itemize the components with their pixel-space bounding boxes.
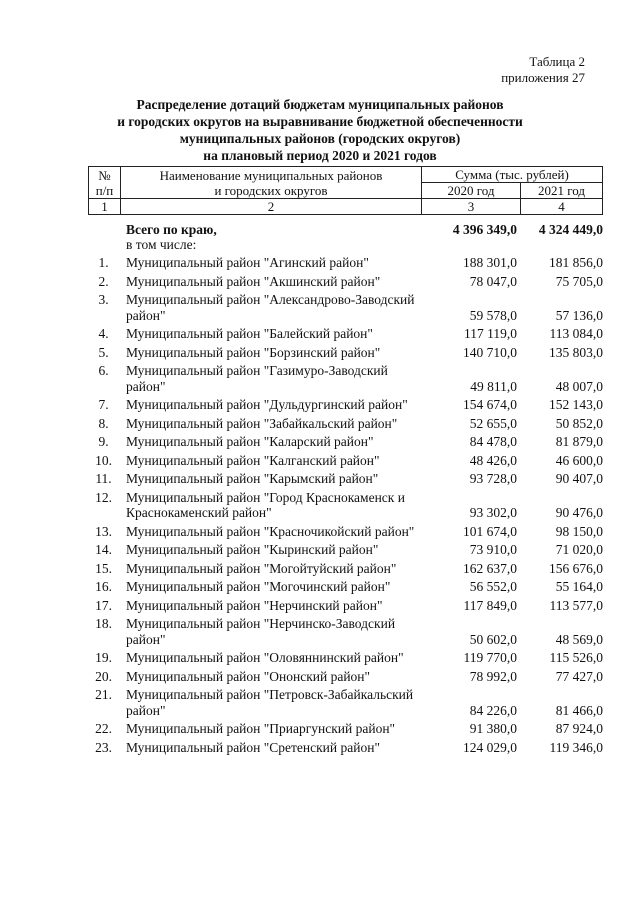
row-number: 19. xyxy=(95,650,112,665)
row-value-2020: 117 119,0 xyxy=(464,326,517,341)
table-row xyxy=(88,598,603,614)
row-value-2021: 87 924,0 xyxy=(555,721,603,736)
row-name: Муниципальный район "Каларский район" xyxy=(126,434,374,449)
total-2020: 4 396 349,0 xyxy=(452,222,517,237)
row-number: 13. xyxy=(95,523,112,539)
row-value-2020: 91 380,0 xyxy=(469,721,517,736)
row-number: 2. xyxy=(98,273,109,289)
row-value-2021: 119 346,0 xyxy=(549,739,603,755)
header-number: № п/п xyxy=(89,167,121,199)
row-number: 11. xyxy=(95,471,112,486)
row-value-2021: 113 084,0 xyxy=(549,326,603,341)
row-value-2021: 71 020,0 xyxy=(555,542,603,557)
table-row xyxy=(88,345,603,361)
row-value-2021: 90 476,0 xyxy=(555,505,603,520)
row-name: Муниципальный район "Карымский район" xyxy=(126,471,379,486)
table-row xyxy=(88,721,603,737)
row-name: Муниципальный район "Могойтуйский район" xyxy=(126,560,397,576)
caption-table-number: Таблица 2 xyxy=(529,54,585,69)
title-line: Распределение дотаций бюджетам муниципальных районов xyxy=(136,97,504,112)
row-name: Муниципальный район "Нерчинский район" xyxy=(126,597,383,613)
subtotal-note: в том числе: xyxy=(126,236,197,252)
row-value-2020: 140 710,0 xyxy=(463,344,517,360)
table-row xyxy=(88,490,603,521)
table-row xyxy=(88,471,603,487)
table-row xyxy=(88,434,603,450)
row-value-2020: 48 426,0 xyxy=(469,452,517,468)
table-row xyxy=(88,453,603,469)
column-index: 3 xyxy=(422,199,521,215)
row-name: Муниципальный район "Петровск-Забайкальский район" xyxy=(126,687,414,718)
table-row xyxy=(88,326,603,342)
row-value-2021: 48 007,0 xyxy=(555,378,603,394)
row-number: 16. xyxy=(95,579,112,594)
row-value-2021: 152 143,0 xyxy=(549,397,603,412)
header-sum: Сумма (тыс. рублей) xyxy=(422,167,603,183)
header-2020: 2020 год xyxy=(422,183,521,199)
total-label: Всего по краю, xyxy=(126,222,217,237)
table-row xyxy=(88,274,603,290)
row-value-2021: 48 569,0 xyxy=(555,631,603,647)
row-value-2021: 90 407,0 xyxy=(555,471,603,486)
row-value-2021: 156 676,0 xyxy=(549,560,603,576)
row-value-2020: 84 226,0 xyxy=(469,702,517,718)
row-value-2020: 162 637,0 xyxy=(463,560,517,576)
column-index: 2 xyxy=(121,199,422,215)
row-value-2020: 119 770,0 xyxy=(463,650,517,665)
page-title xyxy=(80,96,560,164)
table-row xyxy=(88,542,603,558)
row-number: 6. xyxy=(98,363,109,378)
row-number: 14. xyxy=(95,542,112,557)
row-name: Муниципальный район "Нерчинско-Заводский район" xyxy=(126,616,396,647)
table-caption xyxy=(501,54,585,86)
row-number: 4. xyxy=(98,326,109,341)
row-number: 1. xyxy=(98,255,109,270)
row-name: Муниципальный район "Акшинский район" xyxy=(126,273,381,289)
row-value-2021: 115 526,0 xyxy=(549,650,603,665)
row-number: 5. xyxy=(98,344,109,360)
row-value-2020: 93 728,0 xyxy=(469,471,517,486)
table-row xyxy=(88,255,603,271)
row-value-2020: 93 302,0 xyxy=(469,505,517,520)
row-number: 7. xyxy=(98,397,109,412)
row-value-2020: 101 674,0 xyxy=(463,523,517,539)
row-number: 9. xyxy=(98,434,109,449)
row-value-2020: 59 578,0 xyxy=(469,307,517,323)
row-value-2021: 77 427,0 xyxy=(555,668,603,684)
table-row xyxy=(88,363,603,394)
total-row xyxy=(88,222,603,238)
row-name: Муниципальный район "Газимуро-Заводский район" xyxy=(126,363,388,394)
table-header xyxy=(88,166,603,215)
column-index: 4 xyxy=(521,199,603,215)
row-value-2021: 50 852,0 xyxy=(555,415,603,431)
table-row xyxy=(88,292,603,323)
total-2021: 4 324 449,0 xyxy=(538,222,603,237)
row-name: Муниципальный район "Борзинский район" xyxy=(126,344,381,360)
row-value-2020: 50 602,0 xyxy=(469,631,517,647)
row-value-2021: 57 136,0 xyxy=(555,307,603,323)
row-number: 23. xyxy=(95,739,112,755)
row-name: Муниципальный район "Забайкальский район" xyxy=(126,415,398,431)
row-number: 10. xyxy=(95,452,112,468)
header-name: Наименование муниципальных районов и городских округов xyxy=(121,167,422,199)
row-value-2021: 181 856,0 xyxy=(549,255,603,270)
row-value-2021: 98 150,0 xyxy=(555,523,603,539)
row-value-2020: 73 910,0 xyxy=(469,542,517,557)
table-row xyxy=(88,616,603,647)
table-row xyxy=(88,669,603,685)
row-name: Муниципальный район "Агинский район" xyxy=(126,255,369,270)
table-row xyxy=(88,561,603,577)
row-name: Муниципальный район "Могочинский район" xyxy=(126,579,391,594)
row-name: Муниципальный район "Оловяннинский район" xyxy=(126,650,404,665)
row-value-2020: 188 301,0 xyxy=(463,255,517,270)
row-value-2020: 84 478,0 xyxy=(469,434,517,449)
table-body xyxy=(88,222,603,758)
column-index: 1 xyxy=(89,199,121,215)
row-value-2020: 52 655,0 xyxy=(469,415,517,431)
row-name: Муниципальный район "Александрово-Заводский район" xyxy=(126,292,415,323)
table-row xyxy=(88,650,603,666)
row-value-2020: 124 029,0 xyxy=(463,739,517,755)
table-row xyxy=(88,740,603,756)
table-row xyxy=(88,397,603,413)
row-name: Муниципальный район "Приаргунский район" xyxy=(126,721,396,736)
row-number: 20. xyxy=(95,668,112,684)
table-row xyxy=(88,687,603,718)
row-value-2021: 81 466,0 xyxy=(555,702,603,718)
table-row xyxy=(88,416,603,432)
row-value-2020: 117 849,0 xyxy=(463,597,517,613)
row-number: 3. xyxy=(98,292,109,307)
row-name: Муниципальный район "Красночикойский район" xyxy=(126,523,415,539)
row-value-2020: 49 811,0 xyxy=(470,378,517,394)
title-line: на плановый период 2020 и 2021 годов xyxy=(203,148,437,163)
title-line: и городских округов на выравнивание бюджетной обеспеченности xyxy=(117,114,523,129)
row-name: Муниципальный район "Кыринский район" xyxy=(126,542,379,557)
row-name: Муниципальный район "Калганский район" xyxy=(126,452,380,468)
row-value-2020: 78 047,0 xyxy=(469,273,517,289)
row-value-2021: 55 164,0 xyxy=(555,579,603,594)
table-row xyxy=(88,524,603,540)
row-value-2021: 81 879,0 xyxy=(555,434,603,449)
row-value-2021: 113 577,0 xyxy=(549,597,603,613)
header-2021: 2021 год xyxy=(521,183,603,199)
row-number: 21. xyxy=(95,687,112,702)
row-value-2020: 56 552,0 xyxy=(469,579,517,594)
row-name: Муниципальный район "Ононский район" xyxy=(126,668,371,684)
row-value-2020: 154 674,0 xyxy=(463,397,517,412)
row-name: Муниципальный район "Сретенский район" xyxy=(126,739,380,755)
row-number: 17. xyxy=(95,597,112,613)
caption-appendix: приложения 27 xyxy=(501,70,585,85)
row-number: 15. xyxy=(95,560,112,576)
row-number: 8. xyxy=(98,415,109,431)
row-number: 18. xyxy=(95,616,112,631)
row-number: 12. xyxy=(95,489,112,505)
subtotal-note-row xyxy=(88,237,603,253)
row-name: Муниципальный район "Город Краснокаменск и Краснокаменский район" xyxy=(126,489,405,520)
row-value-2021: 75 705,0 xyxy=(555,273,603,289)
row-number: 22. xyxy=(95,721,112,736)
row-value-2021: 135 803,0 xyxy=(549,344,603,360)
row-name: Муниципальный район "Дульдургинский район" xyxy=(126,397,408,412)
row-name: Муниципальный район "Балейский район" xyxy=(126,326,373,341)
table-row xyxy=(88,579,603,595)
title-line: муниципальных районов (городских округов) xyxy=(179,131,461,146)
row-value-2021: 46 600,0 xyxy=(555,452,603,468)
row-value-2020: 78 992,0 xyxy=(469,668,517,684)
